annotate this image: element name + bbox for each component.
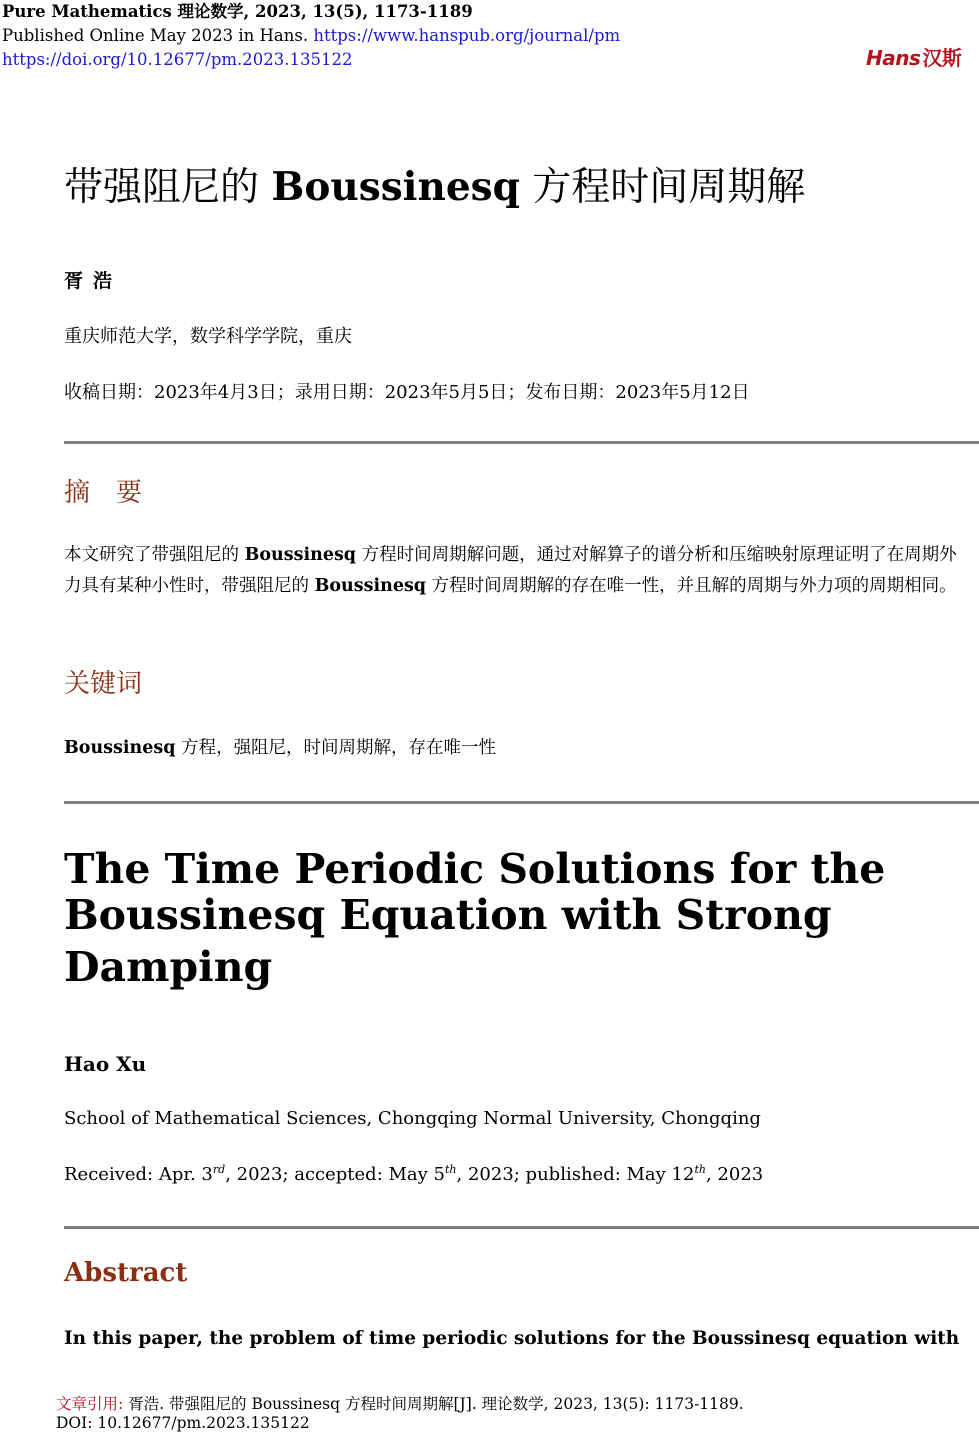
keyword-term: Boussinesq bbox=[64, 738, 176, 758]
title-en-line1: The Time Periodic Solutions for the bbox=[64, 845, 886, 893]
title-en-line2: Boussinesq Equation with Strong bbox=[64, 891, 832, 939]
dates-tail: , 2023 bbox=[705, 1164, 764, 1185]
title-en-line3: Damping bbox=[64, 943, 273, 991]
keywords-rest: 方程，强阻尼，时间周期解，存在唯一性 bbox=[175, 738, 497, 758]
abstract-cn-part: 方程时间周期解的存在唯一性，并且解的周期与外力项的周期相同。 bbox=[426, 576, 957, 596]
abstract-cn-term: Boussinesq bbox=[314, 576, 427, 596]
paper-title-cn bbox=[64, 156, 805, 212]
title-cn-suffix: 方程时间周期解 bbox=[532, 165, 806, 210]
journal-header bbox=[2, 0, 473, 24]
cite-text: 胥浩. 带强阻尼的 Boussinesq 方程时间周期解[J]. 理论数学, 2023, 13(5): 1173-1189. bbox=[123, 1395, 744, 1413]
published-sup: th bbox=[694, 1163, 706, 1176]
author-cn: 胥浩 bbox=[64, 270, 123, 292]
citation-footer bbox=[56, 1392, 744, 1414]
hans-logo bbox=[866, 42, 961, 71]
journal-name-cn: 理论数学 bbox=[177, 2, 244, 21]
affiliation-en: School of Mathematical Sciences, Chongqing Normal University, Chongqing bbox=[64, 1108, 761, 1129]
title-cn-bold: Boussinesq bbox=[271, 164, 520, 210]
affiliation-cn: 重庆师范大学，数学科学学院，重庆 bbox=[64, 326, 352, 347]
doi-line bbox=[2, 48, 353, 72]
author-en: Hao Xu bbox=[64, 1052, 147, 1076]
abstract-cn bbox=[64, 540, 969, 602]
title-cn-prefix: 带强阻尼的 bbox=[64, 165, 260, 210]
abstract-cn-term: Boussinesq bbox=[244, 545, 357, 565]
dates-en bbox=[64, 1163, 763, 1185]
divider-1 bbox=[64, 441, 979, 444]
paper-title-en bbox=[64, 846, 964, 990]
journal-link[interactable]: https://www.hanspub.org/journal/pm bbox=[313, 26, 621, 45]
journal-citation: , 2023, 13(5), 1173-1189 bbox=[243, 2, 473, 21]
dates-cn: 收稿日期：2023年4月3日；录用日期：2023年5月5日；发布日期：2023年5月12日 bbox=[64, 382, 750, 403]
received-sup: rd bbox=[212, 1163, 226, 1176]
publication-line bbox=[2, 24, 620, 48]
abstract-heading-cn: 摘 要 bbox=[64, 478, 143, 508]
journal-name: Pure Mathematics bbox=[2, 2, 172, 21]
keywords-cn bbox=[64, 734, 496, 759]
abstract-cn-part: 本文研究了带强阻尼的 bbox=[64, 545, 245, 565]
logo-text: Hans bbox=[866, 46, 921, 70]
divider-3 bbox=[64, 1226, 979, 1229]
cite-label: 文章引用: bbox=[56, 1395, 124, 1413]
keywords-heading-cn: 关键词 bbox=[64, 669, 143, 699]
abstract-heading-en: Abstract bbox=[64, 1258, 188, 1288]
received-date: Received: Apr. 3 bbox=[64, 1164, 213, 1185]
abstract-cn-part: 方程时间周期解问题，通过对解算子的谱分析和压缩映射原理证明了在周期外力具有某种小性时，带强阻尼的 bbox=[64, 545, 957, 596]
published-text: Published Online May 2023 in Hans. bbox=[2, 26, 309, 45]
doi-link[interactable]: https://doi.org/10.12677/pm.2023.135122 bbox=[2, 50, 353, 69]
published-date: , 2023; published: May 12 bbox=[456, 1164, 695, 1185]
accepted-sup: th bbox=[445, 1163, 457, 1176]
divider-2 bbox=[64, 801, 979, 804]
doi-footer: DOI: 10.12677/pm.2023.135122 bbox=[56, 1414, 310, 1432]
accepted-date: , 2023; accepted: May 5 bbox=[225, 1164, 445, 1185]
abstract-en-line: In this paper, the problem of time periodic solutions for the Boussinesq equation with bbox=[64, 1328, 960, 1349]
logo-text-cn: 汉斯 bbox=[922, 46, 962, 70]
